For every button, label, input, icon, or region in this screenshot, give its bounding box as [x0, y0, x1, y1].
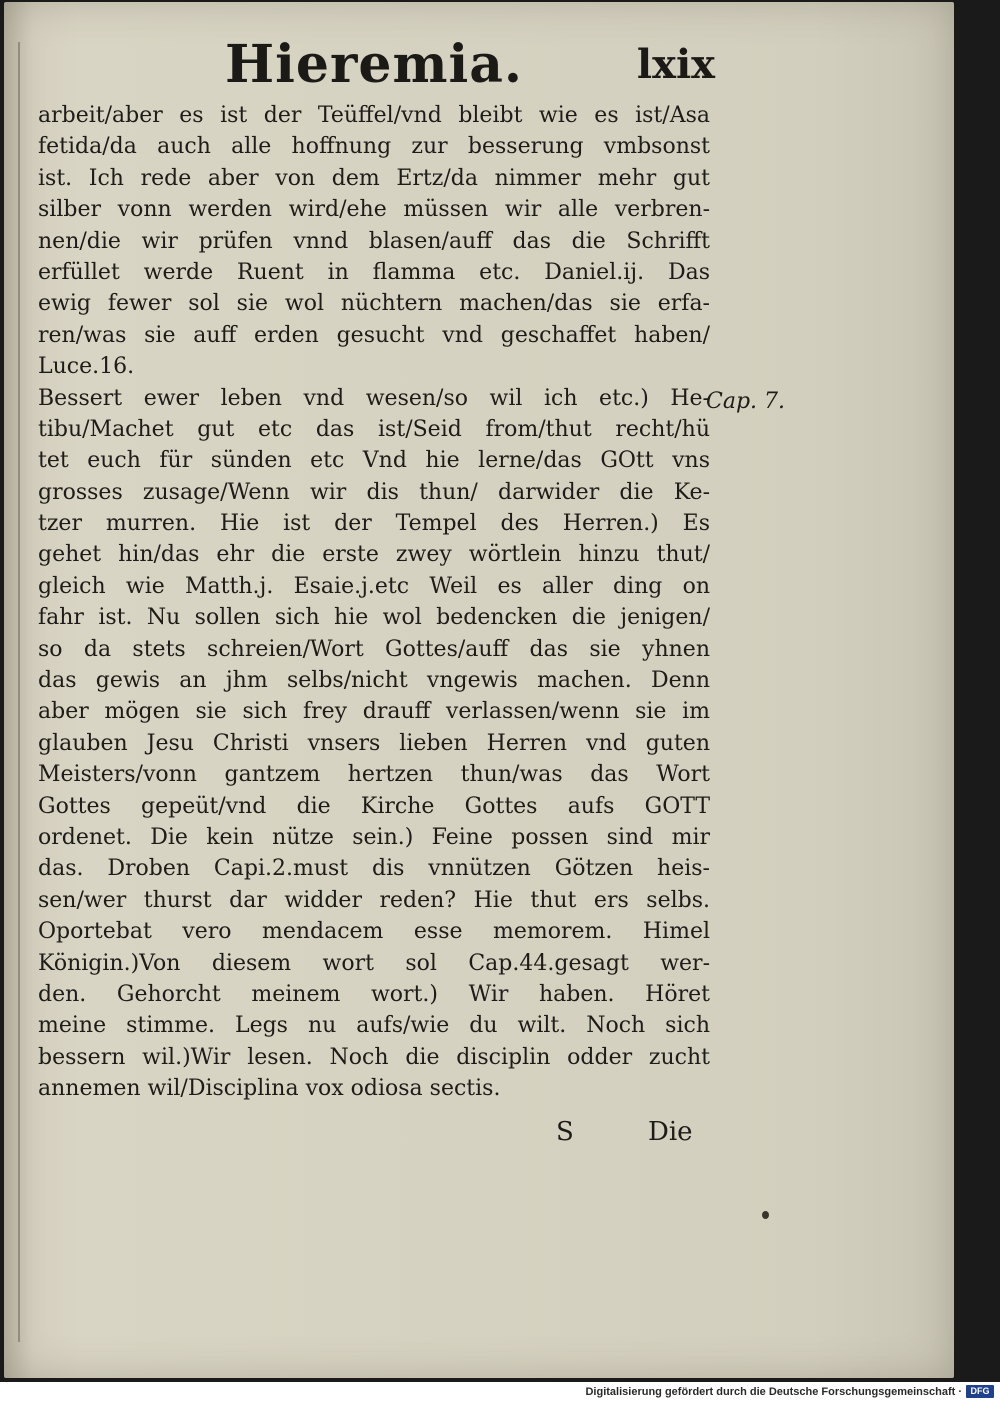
catchword: Die	[648, 1117, 693, 1147]
text-line: nen/die wir prüfen vnnd blasen/auff das die Schrifft	[38, 228, 710, 254]
text-line: grosses zusage/Wenn wir dis thun/ darwider die Ke-	[38, 479, 710, 505]
text-line: glauben Jesu Christi vnsers lieben Herren vnd guten	[38, 730, 710, 756]
dfg-logo: DFG	[966, 1385, 994, 1398]
text-line: tibu/Machet gut etc das ist/Seid from/thut recht/hü	[38, 416, 710, 442]
text-line: ren/was sie auff erden gesucht vnd geschaffet haben/	[38, 322, 710, 348]
text-line: Luce.16.	[38, 354, 135, 380]
text-line: fahr ist. Nu sollen sich hie wol bedencken die jenigen/	[38, 605, 710, 631]
text-line: fetida/da auch alle hoffnung zur besserung vmbsonst	[38, 134, 710, 160]
text-line: ordenet. Die kein nütze sein.) Feine possen sind mir	[38, 824, 710, 850]
text-line: bessern wil.)Wir lesen. Noch die disciplin odder zucht	[38, 1044, 710, 1070]
text-line: Bessert ewer leben vnd wesen/so wil ich etc.) He-	[38, 385, 710, 411]
page-crease	[18, 42, 20, 1342]
ink-spot	[762, 1211, 769, 1219]
text-line: gehet hin/das ehr die erste zwey wörtlein hinzu thut/	[38, 542, 710, 568]
text-line: ist. Ich rede aber von dem Ertz/da nimmer mehr gut	[38, 165, 710, 191]
signature-mark: S	[556, 1117, 574, 1147]
body-text	[38, 100, 710, 1105]
text-line: tet euch für sünden etc Vnd hie lerne/das GOtt vns	[38, 448, 710, 474]
text-line: ewig fewer sol sie wol nüchtern machen/das sie erfa-	[38, 291, 710, 317]
text-line: arbeit/aber es ist der Teüffel/vnd bleibt wie es ist/Asa	[38, 103, 710, 128]
text-line: das gewis an jhm selbs/nicht vngewis machen. Denn	[38, 668, 710, 694]
folio-number: lxix	[636, 41, 715, 88]
text-line: annemen wil/Disciplina vox odiosa sectis.	[38, 1076, 501, 1102]
marginal-chapter-note: Cap. 7.	[706, 389, 786, 414]
text-line: aber mögen sie sich frey drauff verlassen/wenn sie im	[38, 699, 710, 725]
text-line: das. Droben Capi.2.must dis vnnützen Götzen heis-	[38, 856, 710, 882]
text-line: Meisters/vonn gantzem hertzen thun/was das Wort	[38, 762, 710, 788]
text-line: Oportebat vero mendacem esse memorem. Himel	[38, 919, 710, 945]
text-line: Königin.)Von diesem wort sol Cap.44.gesagt wer-	[38, 950, 710, 976]
funding-credit: Digitalisierung gefördert durch die Deutsche Forschungsgemeinschaft ·	[585, 1386, 962, 1398]
page-header	[225, 30, 715, 100]
footer-bar	[0, 1382, 1000, 1402]
text-line: den. Gehorcht meinem wort.) Wir haben. Höret	[38, 981, 710, 1007]
text-line: gleich wie Matth.j. Esaie.j.etc Weil es aller ding on	[38, 573, 710, 599]
running-title: Hieremia.	[225, 34, 524, 95]
text-line: tzer murren. Hie ist der Tempel des Herren.) Es	[38, 511, 710, 537]
text-line: Gottes gepeüt/vnd die Kirche Gottes aufs GOTT	[38, 793, 710, 819]
text-line: meine stimme. Legs nu aufs/wie du wilt. Noch sich	[38, 1013, 710, 1039]
text-line: so da stets schreien/Wort Gottes/auff das sie yhnen	[38, 636, 710, 662]
text-line: sen/wer thurst dar widder reden? Hie thut ers selbs.	[38, 887, 710, 913]
text-line: erfüllet werde Ruent in flamma etc. Daniel.ij. Das	[38, 259, 710, 285]
text-line: silber vonn werden wird/ehe müssen wir alle verbren-	[38, 197, 710, 223]
